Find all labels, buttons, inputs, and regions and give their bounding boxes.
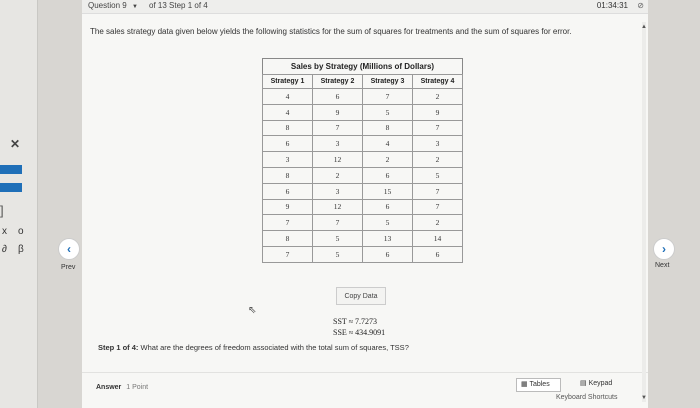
table-row bbox=[263, 104, 463, 120]
divider bbox=[82, 372, 648, 373]
data-table bbox=[262, 74, 463, 263]
table-cell: 3 bbox=[313, 136, 363, 152]
data-table-container bbox=[262, 58, 463, 263]
table-cell: 15 bbox=[363, 183, 413, 199]
table-cell: 9 bbox=[263, 199, 313, 215]
points-label: 1 Point bbox=[126, 384, 149, 391]
question-text: The sales strategy data given below yields the following statistics for the sum of squares for treatments and the sum of squares for error. bbox=[90, 27, 572, 36]
next-label[interactable]: Next bbox=[655, 262, 670, 269]
keypad-button[interactable] bbox=[576, 378, 628, 392]
table-row bbox=[263, 215, 463, 231]
keypad-icon: ▤ bbox=[580, 380, 587, 387]
table-header-cell: Strategy 2 bbox=[313, 75, 363, 89]
table-cell: 5 bbox=[313, 246, 363, 262]
table-cell: 2 bbox=[413, 152, 463, 168]
table-cell: 12 bbox=[313, 152, 363, 168]
table-cell: 7 bbox=[413, 120, 463, 136]
table-cell: 7 bbox=[263, 215, 313, 231]
scroll-up-icon[interactable]: ▲ bbox=[641, 24, 647, 30]
x-symbol-icon[interactable]: x bbox=[2, 226, 7, 237]
chevron-left-icon: ‹ bbox=[67, 242, 71, 256]
sst-value: SST ≈ 7.7273 bbox=[333, 317, 378, 326]
table-caption: Sales by Strategy (Millions of Dollars) bbox=[262, 58, 463, 74]
circle-symbol-icon[interactable]: o bbox=[18, 226, 24, 237]
question-selector[interactable] bbox=[88, 1, 138, 10]
table-cell: 3 bbox=[263, 152, 313, 168]
table-cell: 6 bbox=[263, 136, 313, 152]
table-cell: 5 bbox=[313, 231, 363, 247]
answer-label: Answer bbox=[96, 384, 122, 391]
next-button[interactable] bbox=[653, 238, 675, 260]
table-cell: 6 bbox=[363, 199, 413, 215]
tables-button[interactable] bbox=[516, 378, 561, 392]
table-row bbox=[263, 136, 463, 152]
sse-value: SSE ≈ 434.9091 bbox=[333, 328, 386, 337]
blue-bar-icon bbox=[0, 165, 22, 174]
table-row bbox=[263, 246, 463, 262]
answer-section bbox=[96, 384, 148, 391]
table-row bbox=[263, 199, 463, 215]
table-header-cell: Strategy 1 bbox=[263, 75, 313, 89]
table-header-cell: Strategy 4 bbox=[413, 75, 463, 89]
question-panel bbox=[82, 0, 648, 408]
eye-slash-icon[interactable]: ⊘ bbox=[637, 1, 644, 10]
table-row bbox=[263, 231, 463, 247]
table-cell: 7 bbox=[413, 183, 463, 199]
table-cell: 7 bbox=[363, 89, 413, 105]
close-icon[interactable]: ✕ bbox=[10, 137, 21, 151]
prev-button[interactable] bbox=[58, 238, 80, 260]
table-row bbox=[263, 89, 463, 105]
bracket-icon: ] bbox=[0, 203, 4, 218]
table-cell: 6 bbox=[263, 183, 313, 199]
fraction-symbol-icon[interactable]: ∂ bbox=[2, 244, 7, 255]
keypad-label: Keypad bbox=[588, 380, 613, 387]
prev-label[interactable]: Prev bbox=[61, 264, 76, 271]
mouse-cursor-icon: ⇖ bbox=[248, 305, 257, 316]
table-cell: 7 bbox=[263, 246, 313, 262]
table-cell: 13 bbox=[363, 231, 413, 247]
blue-bar-icon bbox=[0, 183, 22, 192]
scroll-down-icon[interactable]: ▼ bbox=[641, 395, 647, 401]
timer: 01:34:31 bbox=[596, 1, 628, 10]
copy-data-button[interactable]: Copy Data bbox=[336, 287, 386, 305]
table-row bbox=[263, 120, 463, 136]
step-question-text: What are the degrees of freedom associated with the total sum of squares, TSS? bbox=[138, 343, 409, 352]
step-question bbox=[98, 343, 409, 352]
tables-label: Tables bbox=[529, 381, 550, 388]
table-header-row bbox=[263, 75, 463, 89]
table-icon: ▦ bbox=[521, 381, 528, 388]
table-cell: 7 bbox=[313, 215, 363, 231]
table-cell: 6 bbox=[313, 89, 363, 105]
table-cell: 4 bbox=[363, 136, 413, 152]
table-cell: 8 bbox=[263, 231, 313, 247]
scrollbar[interactable] bbox=[642, 22, 646, 402]
table-cell: 7 bbox=[413, 199, 463, 215]
question-label: Question 9 bbox=[88, 1, 127, 10]
top-bar bbox=[82, 0, 648, 14]
table-cell: 5 bbox=[413, 167, 463, 183]
table-row bbox=[263, 183, 463, 199]
table-cell: 3 bbox=[413, 136, 463, 152]
table-row bbox=[263, 167, 463, 183]
beta-symbol-icon[interactable]: β bbox=[18, 244, 24, 255]
step-info: of 13 Step 1 of 4 bbox=[149, 1, 208, 10]
table-cell: 12 bbox=[313, 199, 363, 215]
table-cell: 6 bbox=[363, 246, 413, 262]
table-cell: 7 bbox=[313, 120, 363, 136]
table-cell: 2 bbox=[313, 167, 363, 183]
table-cell: 9 bbox=[413, 104, 463, 120]
table-cell: 4 bbox=[263, 89, 313, 105]
table-header-cell: Strategy 3 bbox=[363, 75, 413, 89]
table-cell: 4 bbox=[263, 104, 313, 120]
table-cell: 6 bbox=[363, 167, 413, 183]
chevron-right-icon: › bbox=[662, 242, 666, 256]
table-cell: 8 bbox=[263, 167, 313, 183]
table-cell: 6 bbox=[413, 246, 463, 262]
table-row bbox=[263, 152, 463, 168]
table-cell: 14 bbox=[413, 231, 463, 247]
step-number: Step 1 of 4: bbox=[98, 343, 139, 352]
keyboard-shortcuts-link[interactable]: Keyboard Shortcuts bbox=[556, 394, 618, 401]
table-cell: 2 bbox=[413, 215, 463, 231]
table-cell: 9 bbox=[313, 104, 363, 120]
table-cell: 3 bbox=[313, 183, 363, 199]
table-cell: 5 bbox=[363, 104, 413, 120]
table-cell: 2 bbox=[363, 152, 413, 168]
table-cell: 8 bbox=[263, 120, 313, 136]
table-cell: 5 bbox=[363, 215, 413, 231]
left-side-strip bbox=[0, 0, 38, 408]
caret-down-icon: ▼ bbox=[131, 4, 138, 10]
table-cell: 8 bbox=[363, 120, 413, 136]
table-cell: 2 bbox=[413, 89, 463, 105]
